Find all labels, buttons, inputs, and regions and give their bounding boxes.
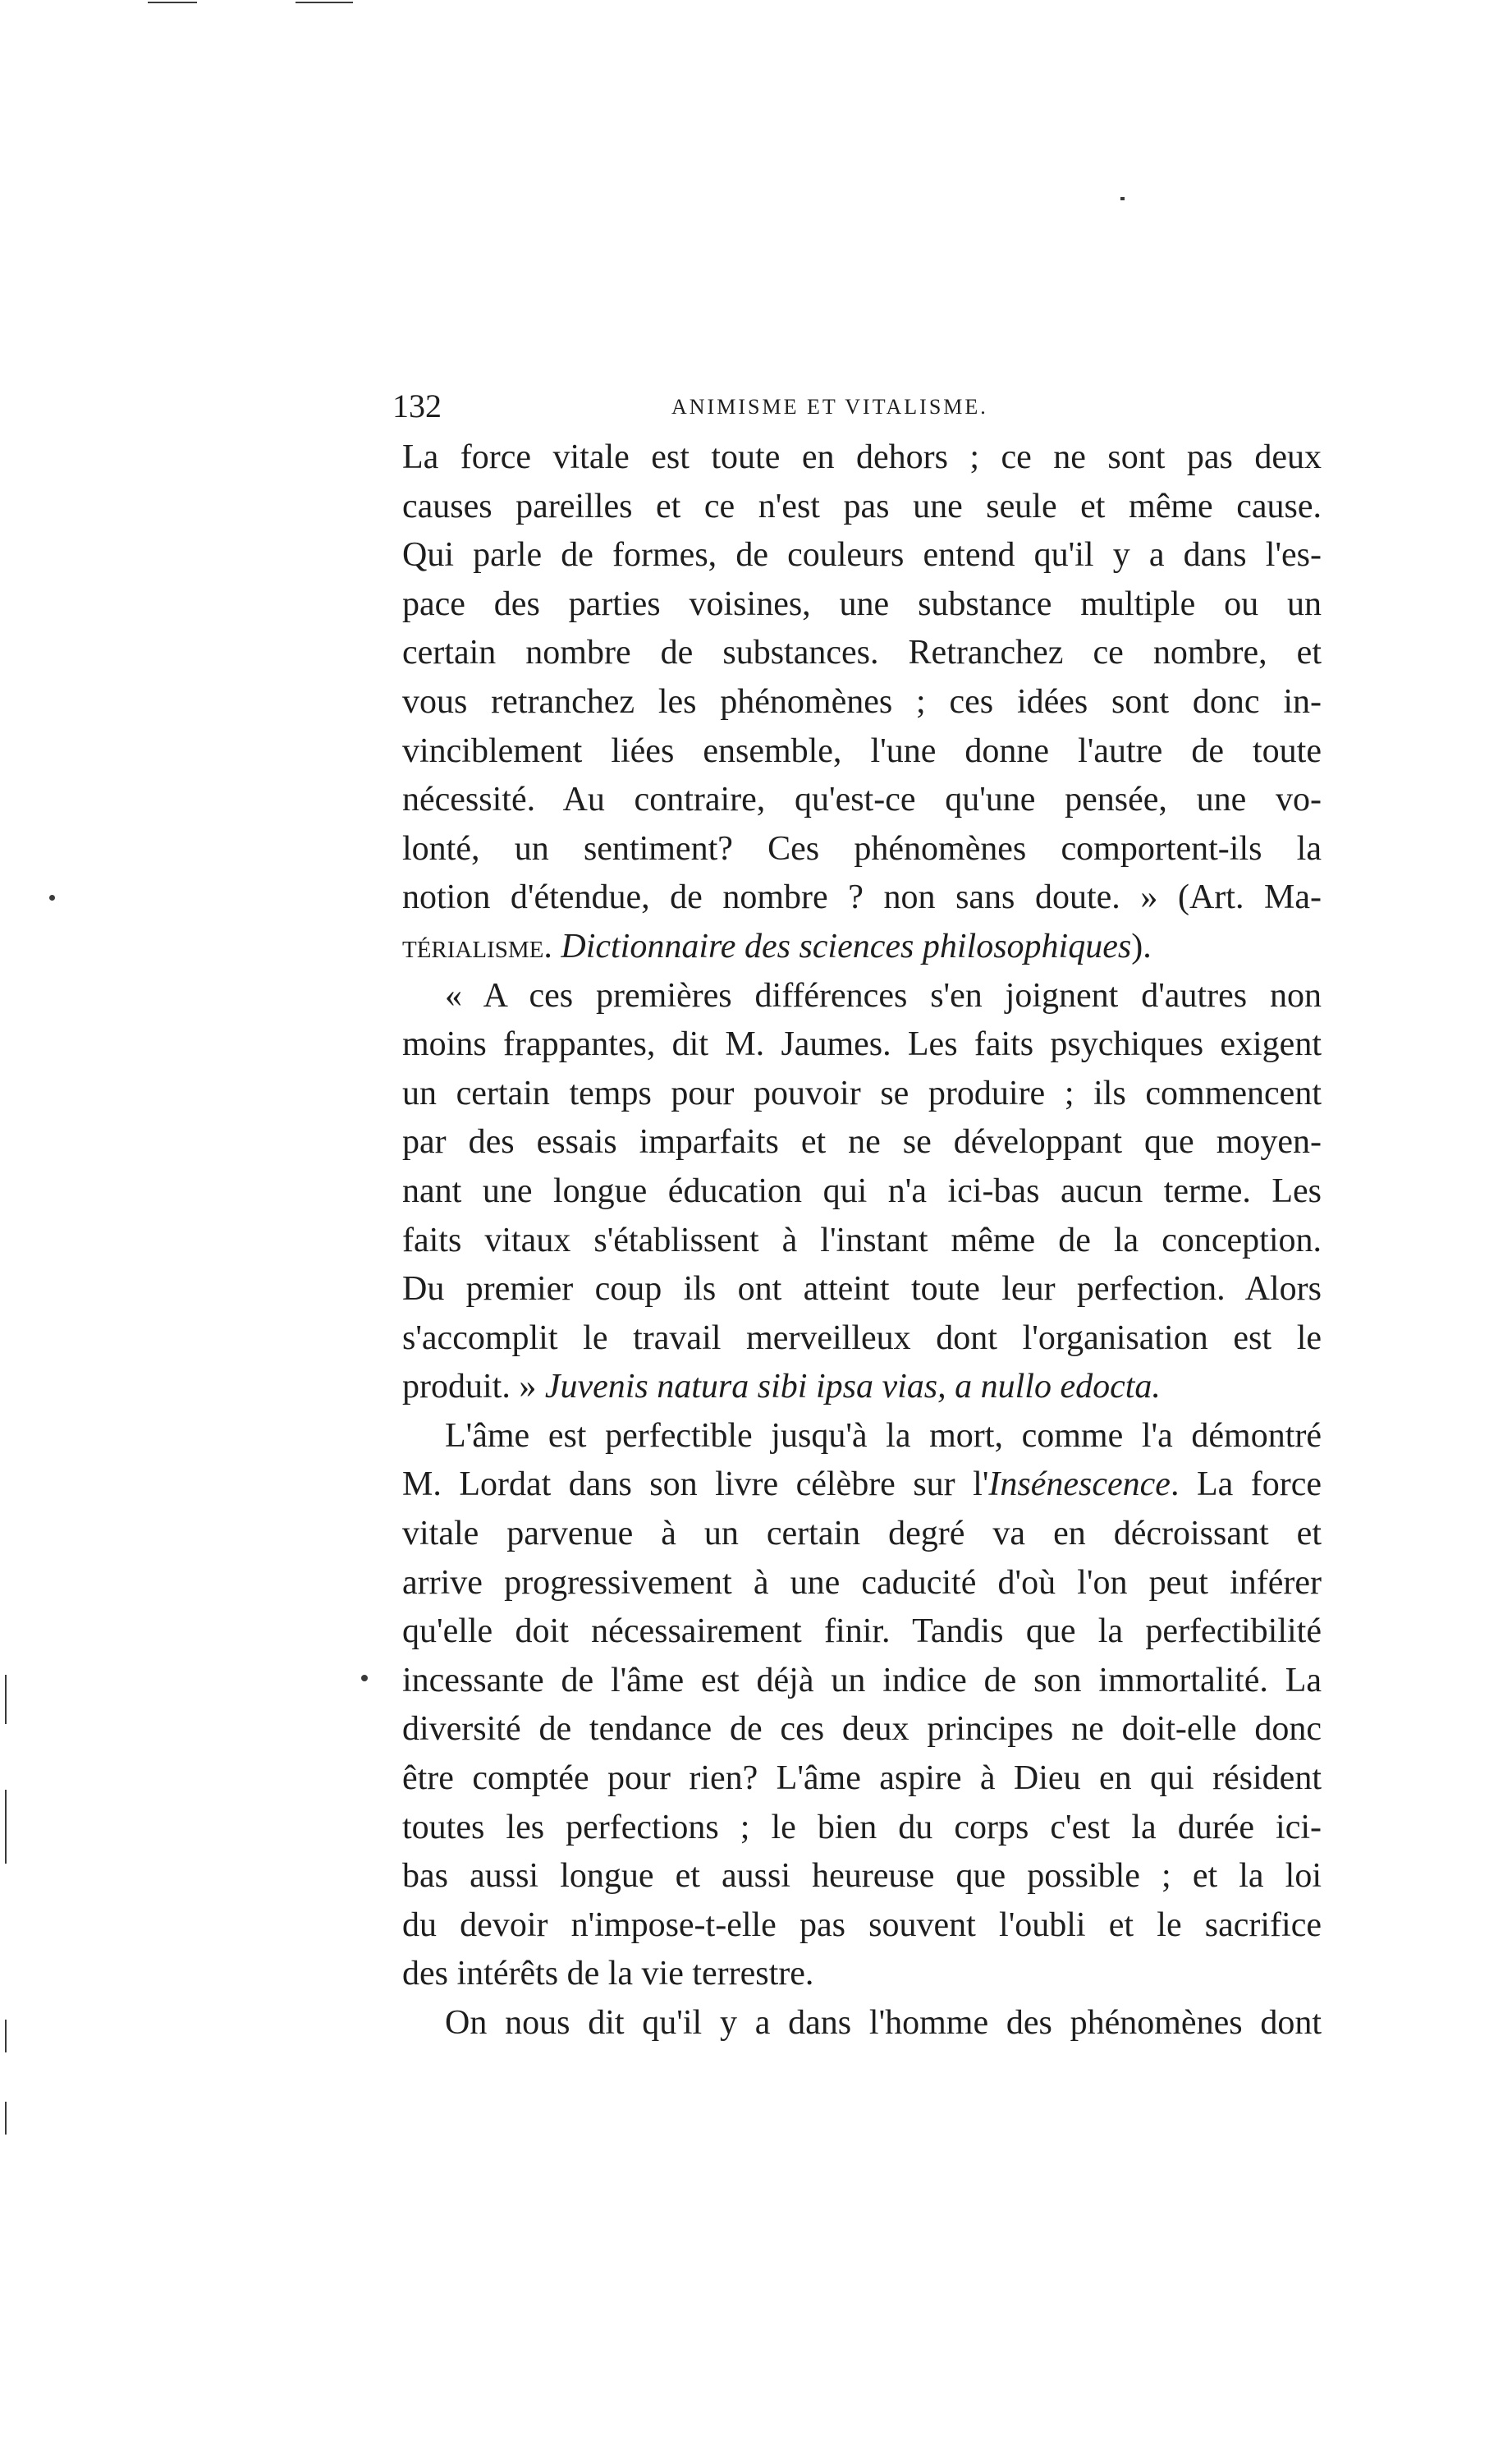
text-line: vitale parvenue à un certain degré va en décroissant et <box>402 1515 1322 1553</box>
text-line: vous retranchez les phénomènes ; ces idées sont donc in- <box>402 682 1322 721</box>
text-line: certain nombre de substances. Retranchez ce nombre, et <box>402 634 1322 672</box>
text-line: lonté, un sentiment? Ces phénomènes comportent-ils la <box>402 829 1322 868</box>
quote-lead: produit. » <box>402 1368 537 1406</box>
text-line: notion d'étendue, de nombre ? non sans doute. » (Art. Ma- <box>402 878 1322 917</box>
text-line: du devoir n'impose-t-elle pas souvent l'oubli et le sacrifice <box>402 1905 1322 1944</box>
text-line: moins frappantes, dit M. Jaumes. Les faits psychiques exigent <box>402 1025 1322 1064</box>
scan-mark-margin-4 <box>5 2102 7 2135</box>
scan-mark-margin-3 <box>5 2020 7 2052</box>
text-line: un certain temps pour pouvoir se produire ; ils commencent <box>402 1074 1322 1112</box>
text-line: vinciblement liées ensemble, l'une donne l'autre de toute <box>402 731 1322 770</box>
text-line-paragraph-end: des intérêts de la vie terrestre. <box>402 1955 814 1993</box>
reference-lead: M. Lordat dans son livre célèbre sur l' <box>402 1465 989 1504</box>
scan-dot-2 <box>361 1675 368 1681</box>
text-line: causes pareilles et ce n'est pas une seule et même cause. <box>402 487 1322 525</box>
text-line: qu'elle doit nécessairement finir. Tandis que la perfectibilité <box>402 1612 1322 1651</box>
text-line-paragraph-start: « A ces premières différences s'en joignent d'autres non <box>445 976 1322 1015</box>
text-line: arrive progressivement à une caducité d'où l'on peut inférer <box>402 1563 1322 1602</box>
text-line: Qui parle de formes, de couleurs entend qu'il y a dans l'es- <box>402 536 1322 575</box>
reference-end: . La force <box>1170 1465 1322 1504</box>
text-line: nécessité. Au contraire, qu'est-ce qu'une pensée, une vo- <box>402 781 1322 819</box>
scan-mark-margin-1 <box>5 1675 7 1724</box>
text-line: toutes les perfections ; le bien du corps c'est la durée ici- <box>402 1808 1322 1846</box>
text-line: par des essais imparfaits et ne se développant que moyen- <box>402 1123 1322 1162</box>
text-line: nant une longue éducation qui n'a ici-bas aucun terme. Les <box>402 1172 1322 1210</box>
scan-dot-3 <box>1120 197 1125 200</box>
text-line-paragraph-start: L'âme est perfectible jusqu'à la mort, comme l'a démontré <box>445 1416 1322 1455</box>
citation-title: Dictionnaire des sciences philosophiques <box>561 927 1132 965</box>
scan-mark-top-2 <box>296 2 353 3</box>
text-line: pace des parties voisines, une substance multiple ou un <box>402 585 1322 623</box>
text-line: s'accomplit le travail merveilleux dont l'organisation est le <box>402 1318 1322 1357</box>
text-line-quote <box>402 1363 1322 1412</box>
text-line: bas aussi longue et aussi heureuse que possible ; et la loi <box>402 1857 1322 1896</box>
scan-mark-top <box>148 2 197 3</box>
text-line: Du premier coup ils ont atteint toute leur perfection. Alors <box>402 1270 1322 1309</box>
scan-mark-margin-2 <box>5 1790 7 1864</box>
text-line: diversité de tendance de ces deux principes ne doit-elle donc <box>402 1710 1322 1749</box>
page-number: 132 <box>392 388 442 424</box>
page-header <box>392 386 1320 427</box>
text-line: faits vitaux s'établissent à l'instant même de la conception. <box>402 1221 1322 1259</box>
running-head: ANIMISME ET VITALISME. <box>671 395 988 419</box>
text-line: incessante de l'âme est déjà un indice de son immortalité. La <box>402 1661 1322 1699</box>
citation-end: ). <box>1131 927 1152 965</box>
text-line-citation <box>402 923 1322 972</box>
citation-smallcaps: térialisme. <box>402 927 552 965</box>
scan-dot-1 <box>49 895 55 901</box>
text-line: La force vitale est toute en dehors ; ce ne sont pas deux <box>402 438 1322 476</box>
latin-quote: Juvenis natura sibi ipsa vias, a nullo edocta. <box>544 1368 1161 1406</box>
book-title: Insénescence <box>988 1465 1171 1504</box>
text-line-paragraph-start: On nous dit qu'il y a dans l'homme des phénomènes dont <box>445 2004 1322 2042</box>
text-line: être comptée pour rien? L'âme aspire à Dieu en qui résident <box>402 1759 1322 1798</box>
text-line-reference <box>402 1461 1322 1510</box>
body-text <box>402 433 1322 2048</box>
